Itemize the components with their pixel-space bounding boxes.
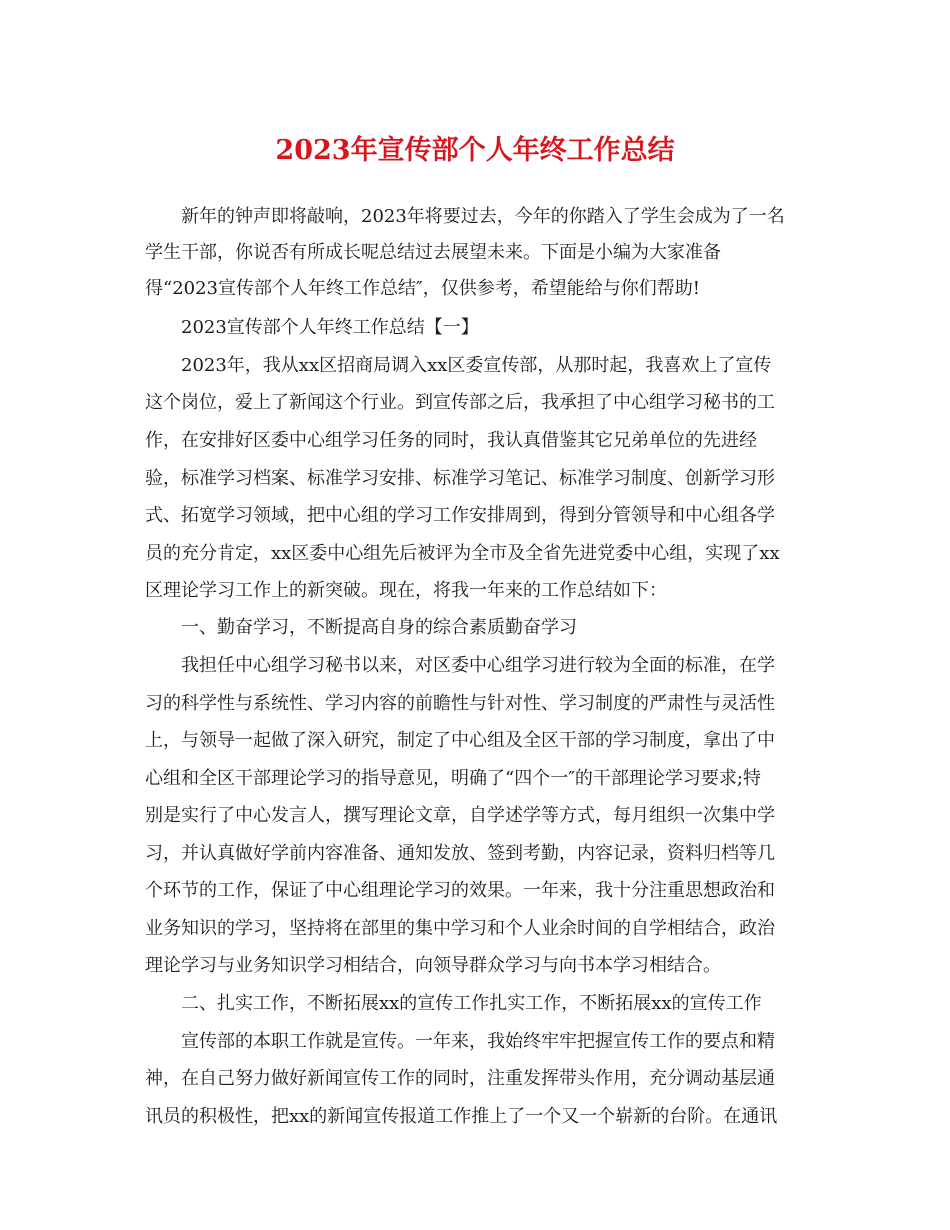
paragraph-line: 业务知识的学习，坚持将在部里的集中学习和个人业余时间的自学相结合，政治: [145, 918, 775, 939]
paragraph-line: 理论学习与业务知识学习相结合，向领导群众学习与向书本学习相结合。: [145, 955, 721, 976]
paragraph-line: 习的科学性与系统性、学习内容的前瞻性与针对性、学习制度的严肃性与灵活性: [145, 693, 775, 714]
paragraph-line: 区理论学习工作上的新突破。现在，将我一年来的工作总结如下：: [145, 580, 667, 601]
paragraph-line: 讯员的积极性，把xx的新闻宣传报道工作推上了一个又一个崭新的台阶。在通讯: [145, 1106, 778, 1127]
paragraph-line: 我担任中心组学习秘书以来，对区委中心组学习进行较为全面的标准，在学: [181, 655, 775, 676]
paragraph-line: 神，在自己努力做好新闻宣传工作的同时，注重发挥带头作用，充分调动基层通: [145, 1068, 775, 1089]
paragraph-line: 上，与领导一起做了深入研究，制定了中心组及全区干部的学习制度，拿出了中: [145, 730, 775, 751]
section-heading: 一、勤奋学习，不断提高自身的综合素质勤奋学习: [181, 617, 577, 638]
paragraph-line: 新年的钟声即将敲响，2023年将要过去，今年的你踏入了学生会成为了一名: [181, 206, 785, 227]
paragraph-line: 得“2023宣传部个人年终工作总结″，仅供参考，希望能给与你们帮助!: [145, 278, 700, 299]
paragraph-line: 员的充分肯定，xx区委中心组先后被评为全市及全省先进党委中心组，实现了xx: [145, 543, 780, 564]
section-heading: 二、扎实工作，不断拓展xx的宣传工作扎实工作，不断拓展xx的宣传工作: [181, 993, 762, 1014]
paragraph-line: 验，标准学习档案、标准学习安排、标准学习笔记、标准学习制度、创新学习形: [145, 468, 775, 489]
paragraph-line: 这个岗位，爱上了新闻这个行业。到宣传部之后，我承担了中心组学习秘书的工: [145, 392, 775, 413]
paragraph-line: 宣传部的本职工作就是宣传。一年来，我始终牢牢把握宣传工作的要点和精: [181, 1031, 775, 1052]
paragraph-line: 式、拓宽学习领域，把中心组的学习工作安排周到，得到分管领导和中心组各学: [145, 505, 775, 526]
paragraph-line: 学生干部，你说否有所成长呢总结过去展望未来。下面是小编为大家准备: [145, 242, 721, 263]
paragraph-line: 心组和全区干部理论学习的指导意见，明确了“四个一″的干部理论学习要求;特: [145, 768, 761, 789]
document-title: 2023年宣传部个人年终工作总结: [275, 135, 675, 166]
paragraph-line: 个环节的工作，保证了中心组理论学习的效果。一年来，我十分注重思想政治和: [145, 880, 775, 901]
paragraph-line: 作，在安排好区委中心组学习任务的同时，我认真借鉴其它兄弟单位的先进经: [145, 430, 757, 451]
paragraph-line: 别是实行了中心发言人，撰写理论文章，自学述学等方式，每月组织一次集中学: [145, 805, 775, 826]
paragraph-line: 习，并认真做好学前内容准备、通知发放、签到考勤，内容记录，资料归档等几: [145, 843, 775, 864]
paragraph-line: 2023年，我从xx区招商局调入xx区委宣传部，从那时起，我喜欢上了宣传: [181, 355, 772, 376]
section-heading: 2023宣传部个人年终工作总结【一】: [181, 317, 479, 338]
